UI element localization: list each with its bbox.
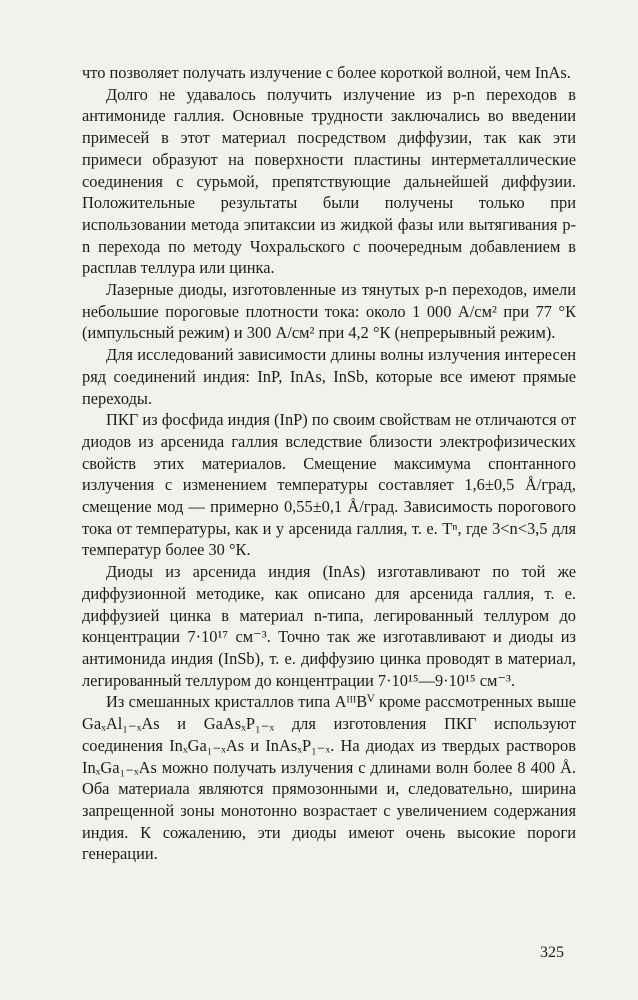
paragraph: что позволяет получать излучение с более короткой волной, чем InAs. [82, 63, 571, 82]
paragraph: Лазерные диоды, изготовленные из тянутых p-n переходов, имели небольшие пороговые плотности тока: около 1 000 А/см² при 77 °К (импульсный режим) и 300 А/см² при 4,2 °К (непрерывный режим). [82, 280, 576, 343]
page-number: 325 [540, 944, 564, 961]
paragraph: Долго не удавалось получить излучение из p-n переходов в антимониде галлия. Основные трудности заключались во введении примесей в этот материал посредством диффузии, так как эти примеси образуют на поверхности пластины интерметаллические соединения с сурьмой, препятствующие дальнейшей диффузии. Положительные результаты были получены только при использовании метода эпитаксии из жидкой фазы или вытягивания p-n перехода по методу Чохральского с поочередным добавлением в расплав теллура или цинка. [82, 84, 576, 278]
paragraph: Из смешанных кристаллов типа AᴵᴵᴵBⱽ кроме рассмотренных выше GaₓAl₁₋ₓAs и GaAsₓP₁₋ₓ для изготовления ПКГ используют соединения InₓGa₁₋ₓAs и InAsₓP₁₋ₓ. На диодах из твердых растворов InₓGa₁₋ₓAs можно получать излучения с длинами волн более 8 400 Å. Оба материала являются прямозонными и, следовательно, ширина запрещенной зоны монотонно возрастает с увеличением содержания индия. К сожалению, эти диоды имеют очень высокие пороги генерации. [82, 692, 576, 864]
paragraph: Для исследований зависимости длины волны излучения интересен ряд соединений индия: InP, InAs, InSb, которые все имеют прямые переходы. [82, 345, 576, 408]
page-body [82, 62, 576, 865]
paragraph: ПКГ из фосфида индия (InP) по своим свойствам не отличаются от диодов из арсенида галлия вследствие близости электрофизических свойств этих материалов. Смещение максимума спонтанного излучения с изменением температуры составляет 1,6±0,5 Å/град, смещение мод — примерно 0,55±0,1 Å/град. Зависимость порогового тока от температуры, как и у арсенида галлия, т. е. Tⁿ, где 3<n<3,5 для температур более 30 °К. [82, 410, 576, 560]
paragraph: Диоды из арсенида индия (InAs) изготавливают по той же диффузионной методике, как описано для арсенида галлия, т. е. диффузией цинка в материал n-типа, легированный теллуром до концентрации 7·10¹⁷ см⁻³. Точно так же изготавливают и диоды из антимонида индия (InSb), т. е. диффузию цинка проводят в материал, легированный теллуром до концентрации 7·10¹⁵—9·10¹⁵ см⁻³. [82, 562, 576, 690]
